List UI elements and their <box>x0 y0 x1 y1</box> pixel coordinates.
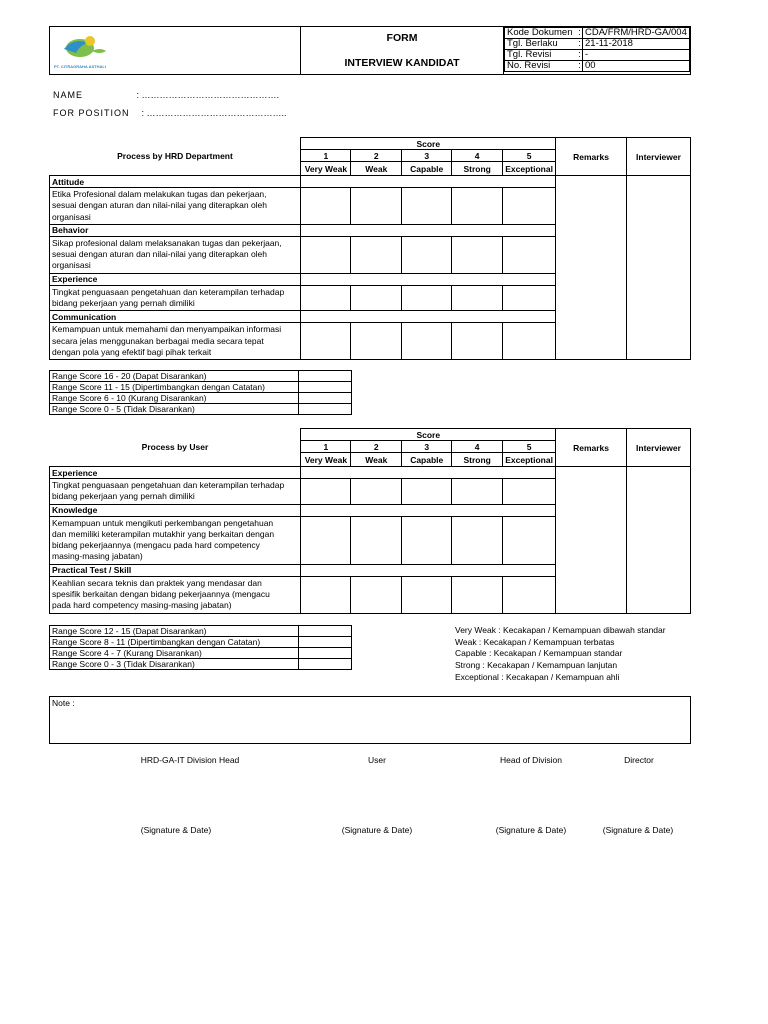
signature-date-field[interactable]: (Signature & Date) <box>495 825 567 835</box>
category-label: Communication <box>50 311 301 323</box>
score-number: 4 <box>452 441 503 453</box>
score-number: 5 <box>503 150 556 162</box>
desc-line: secara jelas menggunakan berbagai media secara tepat <box>52 335 264 346</box>
signature-date-field[interactable]: (Signature & Date) <box>140 825 212 835</box>
score-label: Weak <box>351 453 402 467</box>
criteria-description <box>50 188 301 225</box>
desc-line: pada hard competency masing-masing jabatan) <box>52 600 232 611</box>
legend-item: Weak : Kecakapan / Kemampuan terbatas <box>455 636 615 647</box>
legend-item: Very Weak : Kecakapan / Kemampuan dibawah standar <box>455 625 666 635</box>
position-label: FOR POSITION <box>53 108 130 118</box>
range-value-cell[interactable] <box>299 626 352 637</box>
user-process-title: Process by User <box>141 442 209 453</box>
score-cell-2[interactable] <box>351 188 402 225</box>
name-row <box>53 90 279 100</box>
desc-line: organisasi <box>52 260 91 271</box>
meta-label: Tgl. Berlaku <box>505 39 578 50</box>
score-cell-2[interactable] <box>351 516 402 564</box>
score-cell-4[interactable] <box>452 576 503 613</box>
desc-line: masing-masing jabatan) <box>52 551 143 562</box>
range-value-cell[interactable] <box>299 659 352 670</box>
score-number: 3 <box>402 441 452 453</box>
desc-line: Tingkat penguasaan pengetahuan dan keterampilan terhadap <box>52 286 285 297</box>
score-number: 4 <box>452 150 503 162</box>
range-label: Range Score 11 - 15 (Dipertimbangkan dengan Catatan) <box>50 382 299 393</box>
score-cell-5[interactable] <box>503 188 556 225</box>
score-cell-1[interactable] <box>301 236 351 273</box>
remarks-cell[interactable] <box>556 467 627 614</box>
range-value-cell[interactable] <box>299 371 352 382</box>
legend-item: Capable : Kecakapan / Kemampuan standar <box>455 648 623 659</box>
score-number: 1 <box>301 150 351 162</box>
desc-line: Tingkat penguasaan pengetahuan dan keterampilan terhadap <box>52 480 285 490</box>
score-cell-2[interactable] <box>351 285 402 311</box>
score-cell-3[interactable] <box>402 285 452 311</box>
signature-date-field[interactable]: (Signature & Date) <box>602 825 674 835</box>
score-cell-1[interactable] <box>301 479 351 505</box>
form-title: FORM <box>386 32 418 44</box>
user-score-table <box>49 428 691 614</box>
company-logo-icon <box>54 33 114 63</box>
name-label: NAME <box>53 90 84 100</box>
category-label: Experience <box>50 467 301 479</box>
score-cell-3[interactable] <box>402 236 452 273</box>
score-label: Exceptional <box>503 162 556 176</box>
meta-label: Tgl. Revisi <box>505 50 578 61</box>
score-label: Strong <box>452 162 503 176</box>
range-label: Range Score 0 - 5 (Tidak Disarankan) <box>50 404 299 415</box>
score-legend <box>455 625 666 684</box>
score-label: Very Weak <box>301 162 351 176</box>
score-cell-4[interactable] <box>452 323 503 360</box>
hrd-process-title: Process by HRD Department <box>117 151 233 162</box>
score-cell-4[interactable] <box>452 516 503 564</box>
desc-line: spesifik berkaitan dengan bidang pekerjaannya (mengacu <box>52 589 270 600</box>
meta-colon: : <box>578 38 581 49</box>
score-cell-5[interactable] <box>503 516 556 564</box>
score-label: Very Weak <box>301 453 351 467</box>
desc-line: Kemampuan untuk memahami dan menyampaikan informasi <box>52 324 282 335</box>
position-row <box>53 108 287 118</box>
remarks-cell[interactable] <box>556 176 627 360</box>
meta-table <box>504 27 690 72</box>
score-number: 3 <box>402 150 452 162</box>
range-label: Range Score 6 - 10 (Kurang Disarankan) <box>50 393 299 404</box>
range-value-cell[interactable] <box>299 637 352 648</box>
interviewer-header: Interviewer <box>627 429 691 467</box>
score-cell-1[interactable] <box>301 576 351 613</box>
desc-line: Keahlian secara teknis dan praktek yang mendasar dan <box>52 577 262 588</box>
score-cell-3[interactable] <box>402 576 452 613</box>
signature-date-field[interactable]: (Signature & Date) <box>341 825 413 835</box>
hrd-score-table <box>49 137 691 360</box>
criteria-description <box>50 285 301 311</box>
meta-colon: : <box>578 60 581 71</box>
score-cell-4[interactable] <box>452 479 503 505</box>
user-range-table <box>49 625 352 670</box>
score-cell-2[interactable] <box>351 576 402 613</box>
desc-line: Etika Profesional dalam melakukan tugas dan pekerjaan, <box>52 189 267 199</box>
range-label: Range Score 8 - 11 (Dipertimbangkan dengan Catatan) <box>50 637 299 648</box>
note-label: Note : <box>52 698 75 708</box>
signature-role: User <box>368 755 386 765</box>
legend-item: Exceptional : Kecakapan / Kemampuan ahli <box>455 671 620 682</box>
score-number: 2 <box>351 441 402 453</box>
score-label: Capable <box>402 453 452 467</box>
score-cell-1[interactable] <box>301 188 351 225</box>
score-label: Strong <box>452 453 503 467</box>
score-cell-5[interactable] <box>503 285 556 311</box>
score-number: 2 <box>351 150 402 162</box>
meta-label: Kode Dokumen <box>505 28 578 39</box>
signature-role: Director <box>624 755 654 765</box>
company-name: PT. CITRAGRAHA ASTHALI <box>54 63 106 69</box>
criteria-description <box>50 236 301 273</box>
score-number: 5 <box>503 441 556 453</box>
logo-cell <box>50 27 301 75</box>
score-cell-2[interactable] <box>351 323 402 360</box>
score-cell-5[interactable] <box>503 479 556 505</box>
score-label: Weak <box>351 162 402 176</box>
score-cell-4[interactable] <box>452 285 503 311</box>
interviewer-cell[interactable] <box>627 467 691 614</box>
meta-colon: : <box>578 27 581 38</box>
meta-label: No. Revisi <box>505 61 578 72</box>
meta-value: 21-11-2018 <box>583 39 690 50</box>
signature-role: Head of Division <box>500 755 562 765</box>
form-subtitle: INTERVIEW KANDIDAT <box>344 57 460 69</box>
score-label: Capable <box>402 162 452 176</box>
score-header: Score <box>301 138 556 150</box>
score-cell-3[interactable] <box>402 516 452 564</box>
position-field[interactable]: : ……………………………………….. <box>141 108 287 118</box>
criteria-description <box>50 323 301 360</box>
range-label: Range Score 16 - 20 (Dapat Disarankan) <box>50 371 299 382</box>
criteria-description <box>50 516 301 564</box>
desc-line: bidang pekerjaannya (mengacu pada hard competency <box>52 540 260 551</box>
legend-item: Strong : Kecakapan / Kemampuan lanjutan <box>455 660 618 671</box>
name-field[interactable]: : ………………………………………. <box>136 90 280 100</box>
note-box[interactable] <box>49 696 691 744</box>
category-label: Practical Test / Skill <box>50 564 301 576</box>
score-cell-2[interactable] <box>351 479 402 505</box>
remarks-header: Remarks <box>556 429 627 467</box>
desc-line: Kemampuan untuk mengikuti perkembangan pengetahuan <box>52 517 274 528</box>
range-label: Range Score 12 - 15 (Dapat Disarankan) <box>50 626 299 637</box>
criteria-description <box>50 479 301 505</box>
title-cell <box>301 27 504 75</box>
category-label: Knowledge <box>50 504 301 516</box>
interviewer-header: Interviewer <box>626 138 690 176</box>
meta-colon: : <box>578 49 581 60</box>
desc-line: organisasi <box>52 211 91 222</box>
score-cell-3[interactable] <box>402 323 452 360</box>
range-value-cell[interactable] <box>299 648 352 659</box>
desc-line: Sikap profesional dalam melaksanakan tugas dan pekerjaan, <box>52 237 282 248</box>
score-cell-1[interactable] <box>301 285 351 311</box>
score-number: 1 <box>301 441 351 453</box>
score-cell-5[interactable] <box>503 236 556 273</box>
desc-line: sesuai dengan aturan dan nilai-nilai yang diterapkan oleh <box>52 200 268 211</box>
score-cell-2[interactable] <box>351 236 402 273</box>
score-cell-1[interactable] <box>301 323 351 360</box>
meta-value: - <box>583 50 690 61</box>
score-cell-4[interactable] <box>452 236 503 273</box>
remarks-header: Remarks <box>556 138 627 176</box>
desc-line: bidang pekerjaan yang pernah dimiliki <box>52 491 195 502</box>
hrd-range-table <box>49 370 352 415</box>
interviewer-cell[interactable] <box>626 176 690 360</box>
meta-cell <box>504 27 691 75</box>
meta-value: CDA/FRM/HRD-GA/004 <box>583 28 690 39</box>
desc-line: dengan pola yang efektif bagi pihak terkait <box>52 346 212 357</box>
range-value-cell[interactable] <box>299 404 352 415</box>
signature-role: HRD-GA-IT Division Head <box>140 755 240 765</box>
range-label: Range Score 4 - 7 (Kurang Disarankan) <box>50 648 299 659</box>
desc-line: dan memiliki keterampilan mutakhir yang berkaitan dengan <box>52 528 275 539</box>
category-label: Behavior <box>50 224 301 236</box>
range-value-cell[interactable] <box>299 393 352 404</box>
score-cell-5[interactable] <box>503 576 556 613</box>
score-label: Exceptional <box>503 453 556 467</box>
document-header <box>49 26 691 75</box>
score-cell-5[interactable] <box>503 323 556 360</box>
range-value-cell[interactable] <box>299 382 352 393</box>
criteria-description <box>50 576 301 613</box>
desc-line: sesuai dengan aturan dan nilai-nilai yang diterapkan oleh <box>52 249 268 260</box>
category-label: Attitude <box>50 176 301 188</box>
category-label: Experience <box>50 273 301 285</box>
score-header: Score <box>301 429 556 441</box>
score-cell-3[interactable] <box>402 479 452 505</box>
range-label: Range Score 0 - 3 (Tidak Disarankan) <box>50 659 299 670</box>
score-cell-4[interactable] <box>452 188 503 225</box>
score-cell-1[interactable] <box>301 516 351 564</box>
score-cell-3[interactable] <box>402 188 452 225</box>
desc-line: bidang pekerjaan yang pernah dimiliki <box>52 298 195 309</box>
meta-value: 00 <box>583 61 690 72</box>
